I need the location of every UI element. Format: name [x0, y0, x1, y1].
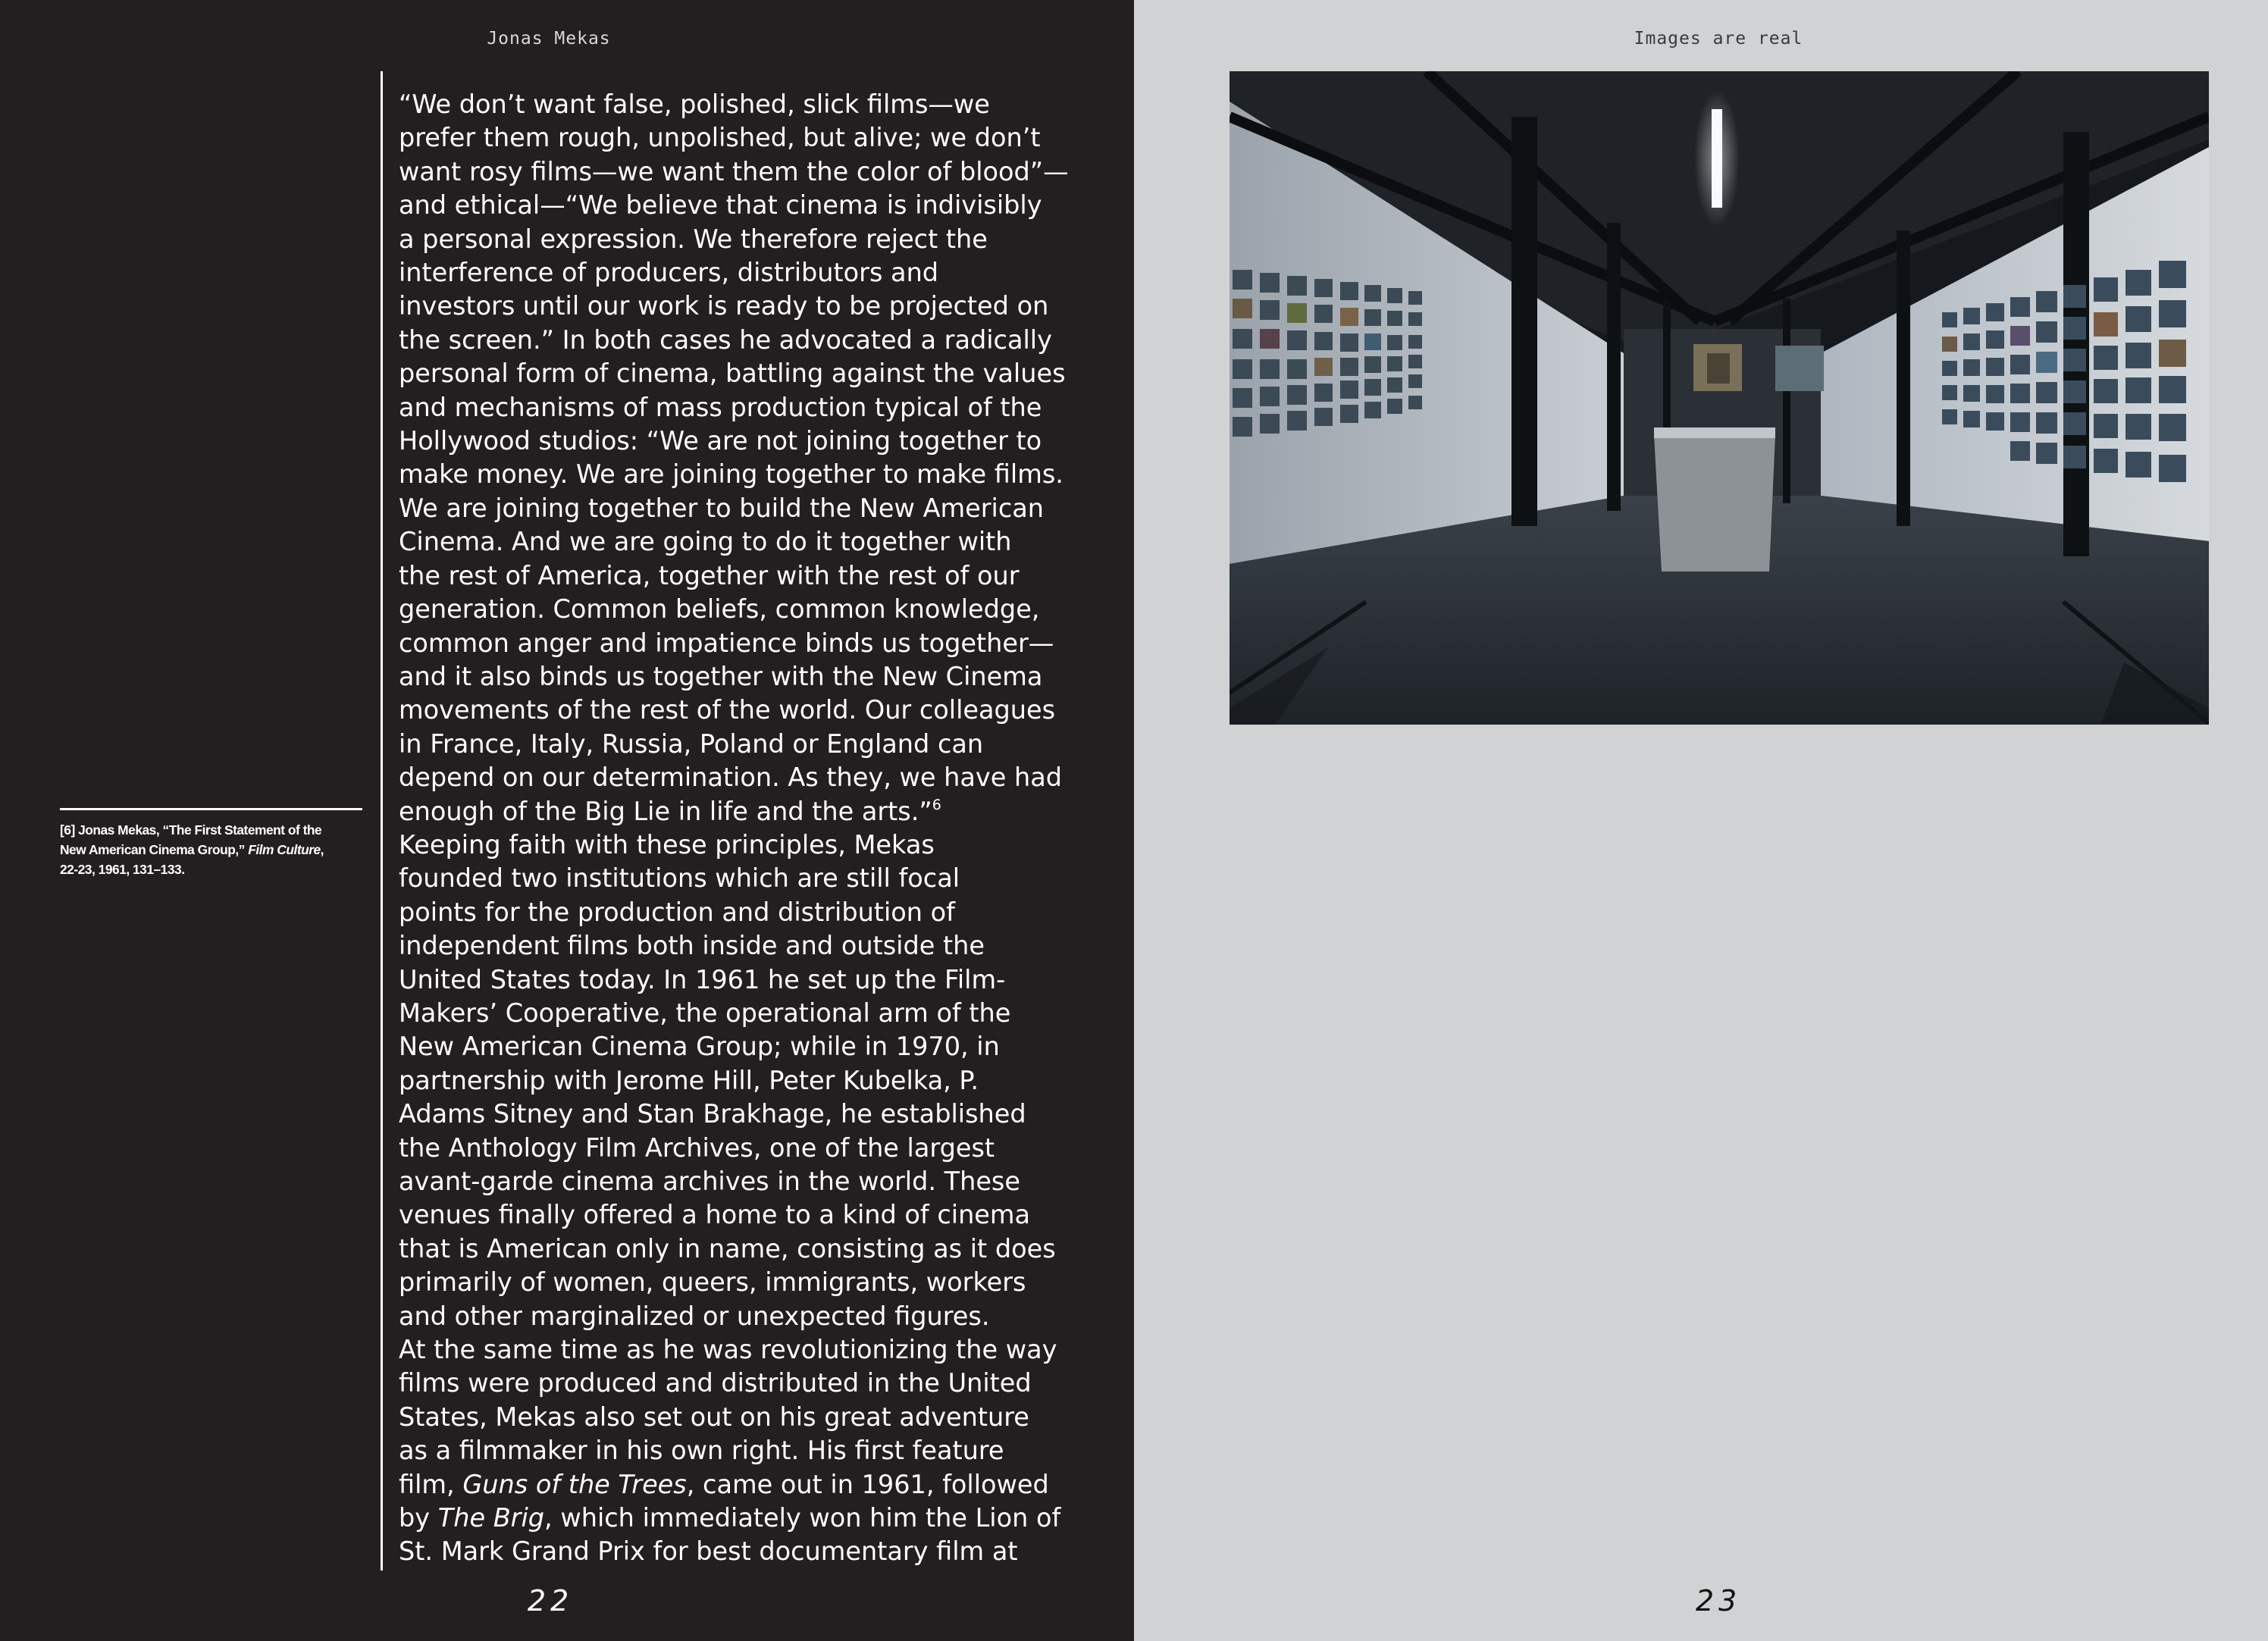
body-line: Adams Sitney and Stan Brakhage, he established: [399, 1099, 1026, 1129]
body-line: personal form of cinema, battling against the values: [399, 359, 1066, 389]
footnote-line: New American Cinema Group,”: [60, 842, 249, 857]
body-line: and it also binds us together with the New Cinema: [399, 661, 1043, 691]
body-line: independent films both inside and outside the: [399, 931, 985, 961]
body-line-tail: , which immediately won him the Lion of: [544, 1503, 1061, 1533]
body-line: New American Cinema Group; while in 1970, in: [399, 1032, 1000, 1062]
film-title: Guns of the Trees: [462, 1469, 687, 1499]
body-line: films were produced and distributed in the United: [399, 1368, 1032, 1398]
body-line: by: [399, 1503, 438, 1533]
body-line-tail: , came out in 1961, followed: [686, 1469, 1049, 1499]
body-line: enough of the Big Lie in life and the arts.”: [399, 796, 932, 826]
body-text: [399, 88, 1069, 1569]
body-line: At the same time as he was revolutionizing the way: [399, 1335, 1057, 1365]
body-line: film,: [399, 1469, 463, 1499]
running-head-left: Jonas Mekas: [487, 29, 611, 49]
body-line: and other marginalized or unexpected figures.: [399, 1301, 990, 1331]
right-page: [1134, 0, 2268, 1641]
body-line: “We don’t want false, polished, slick films—we: [399, 89, 990, 119]
body-line: primarily of women, queers, immigrants, workers: [399, 1267, 1026, 1298]
body-line: that is American only in name, consisting as it does: [399, 1233, 1056, 1264]
film-title: The Brig: [437, 1503, 545, 1533]
body-line: venues finally offered a home to a kind of cinema: [399, 1200, 1031, 1230]
body-line: partnership with Jerome Hill, Peter Kubelka, P.: [399, 1065, 979, 1095]
body-line: points for the production and distribution of: [399, 897, 955, 927]
body-line: depend on our determination. As they, we have had: [399, 763, 1063, 793]
body-line: movements of the rest of the world. Our colleagues: [399, 695, 1056, 725]
body-line: the screen.” In both cases he advocated a radically: [399, 324, 1052, 355]
journal-title: Film Culture: [248, 842, 321, 857]
body-line: and mechanisms of mass production typical of the: [399, 392, 1042, 422]
exhibition-hall-photo: [1230, 71, 2209, 725]
body-line: Makers’ Cooperative, the operational arm of the: [399, 997, 1011, 1028]
footnote-line: 22-23, 1961, 131–133.: [60, 862, 185, 877]
body-line: the rest of America, together with the rest of our: [399, 560, 1020, 590]
page-number-right: 23: [1695, 1584, 1742, 1618]
body-line: United States today. In 1961 he set up the Film-: [399, 964, 1006, 994]
footnote: [60, 820, 371, 879]
body-line: We are joining together to build the New American: [399, 493, 1045, 523]
body-line: in France, Italy, Russia, Poland or England can: [399, 728, 984, 759]
page-number-left: 22: [527, 1584, 574, 1618]
body-line: Cinema. And we are going to do it together with: [399, 527, 1012, 557]
body-line: States, Mekas also set out on his great adventure: [399, 1401, 1029, 1432]
body-line: Keeping faith with these principles, Mekas: [399, 829, 935, 860]
body-line: founded two institutions which are still focal: [399, 863, 960, 894]
body-line: as a filmmaker in his own right. His first feature: [399, 1436, 1004, 1466]
body-line: St. Mark Grand Prix for best documentary film at: [399, 1536, 1018, 1567]
body-line: make money. We are joining together to make films.: [399, 459, 1064, 490]
body-line: prefer them rough, unpolished, but alive; we don’t: [399, 123, 1041, 153]
exhibition-hall-image: [1230, 71, 2209, 725]
footnote-rule: [60, 808, 362, 810]
vertical-rule: [381, 71, 383, 1571]
body-line: want rosy films—we want them the color of blood”—: [399, 156, 1069, 186]
body-line: and ethical—“We believe that cinema is indivisibly: [399, 190, 1042, 221]
footnote-line: [6] Jonas Mekas, “The First Statement of the: [60, 822, 322, 838]
footnote-punct: ,: [320, 842, 324, 857]
body-line: common anger and impatience binds us together—: [399, 628, 1054, 658]
body-line: Hollywood studios: “We are not joining together to: [399, 426, 1042, 456]
running-head-right: Images are real: [1634, 29, 1803, 49]
body-line: generation. Common beliefs, common knowledge,: [399, 594, 1040, 625]
body-line: a personal expression. We therefore reject the: [399, 224, 988, 254]
body-line: the Anthology Film Archives, one of the largest: [399, 1132, 995, 1163]
body-line: investors until our work is ready to be projected on: [399, 291, 1049, 321]
body-line: avant-garde cinema archives in the world. These: [399, 1167, 1020, 1196]
footnote-reference[interactable]: 6: [932, 796, 941, 813]
body-line: interference of producers, distributors and: [399, 258, 939, 288]
